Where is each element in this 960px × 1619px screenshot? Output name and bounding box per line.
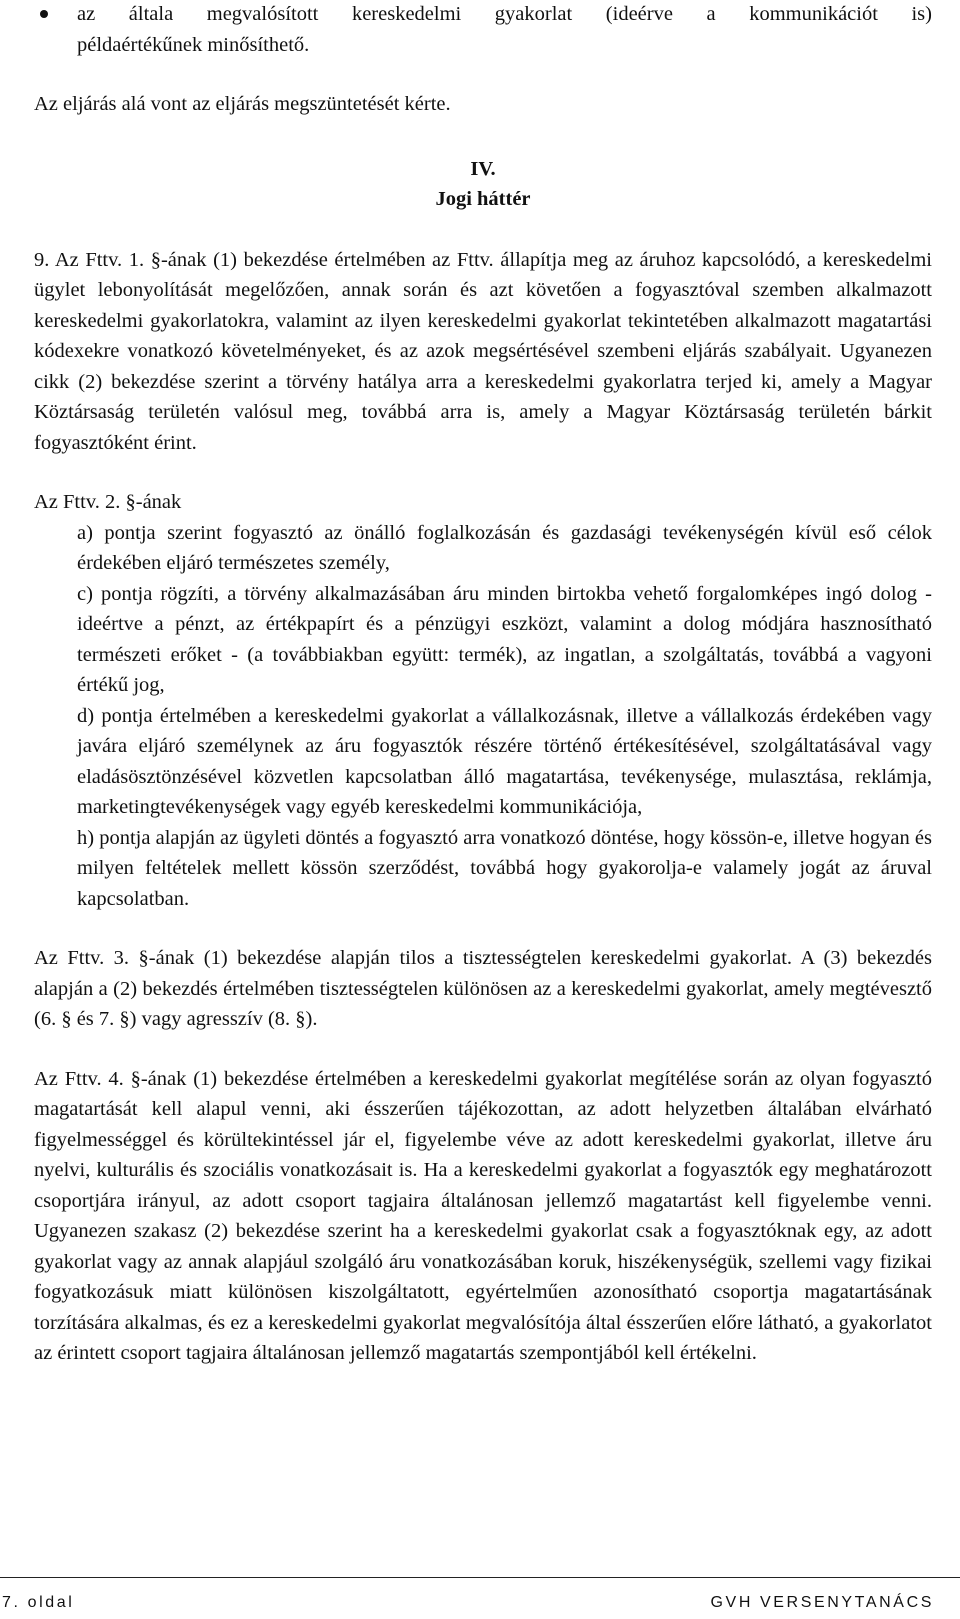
fttv3-paragraph: Az Fttv. 3. §-ának (1) bekezdése alapján tilos a tisztességtelen kereskedelmi gyakorlat. A (3) bekezdés alapján a (2) bekezdés értelmében tisztességtelen különösen az a kereskedelmi gyakorlat, amely megtévesztő (6. § és 7. §) vagy agresszív (8. §). bbox=[34, 947, 932, 1030]
bullet-item-line2: példaértékűnek minősíthető. bbox=[77, 33, 310, 56]
bullet-dot-icon bbox=[40, 10, 48, 18]
request-paragraph: Az eljárás alá vont az eljárás megszüntetését kérte. bbox=[34, 93, 451, 115]
fttv2-point-c: c) pontja rögzíti, a törvény alkalmazásában áru minden birtokba vehető forgalomképes ingó dolog - ideértve a pénzt, az értékpapírt és a pénzügyi eszközt, valamint a dolog módjára hasznosítható természeti erőket - (a továbbiakban együtt: termék), az ingatlan, a szolgáltatás, továbbá a vagyoni értékű jog, bbox=[77, 582, 932, 696]
paragraph-9: 9. Az Fttv. 1. §-ának (1) bekezdése értelmében az Fttv. állapítja meg az áruhoz kapcsolódó, a kereskedelmi ügylet lebonyolítását megelőzően, annak során és azt követően a fogyasztóval szemben alkalmazott kereskedelmi gyakorlatokra, valamint az ilyen kereskedelmi gyakorlat tekintetében alkalmazott magatartási kódexekre vonatkozó követelményeket, és az azok megsértésével szembeni eljárás szabályait. Ugyanezen cikk (2) bekezdése szerint a törvény hatálya arra a kereskedelmi gyakorlatra terjed ki, amely a Magyar Köztársaság területén valósul meg, továbbá arra is, amely a Magyar Köztársaság területén bárkit fogyasztóként érint. bbox=[34, 248, 932, 454]
bullet-item-line1: az általa megvalósított kereskedelmi gyakorlat (ideérve a kommunikációt is) bbox=[77, 3, 932, 25]
fttv4-paragraph: Az Fttv. 4. §-ának (1) bekezdése értelmében a kereskedelmi gyakorlat megítélése során az olyan fogyasztó magatartását kell alapul venni, aki ésszerűen tájékozottan, az adott helyzetben általában elvárható figyelmességgel és körültekintéssel jár el, figyelembe véve az adott kereskedelmi gyakorlat, illetve áru nyelvi, kulturális és szociális vonatkozásait is. Ha a kereskedelmi gyakorlat a fogyasztók egy meghatározott csoportjára irányul, az adott csoport tagjaira általánosan jellemző magatartást kell figyelembe venni. Ugyanezen szakasz (2) bekezdése szerint ha a kereskedelmi gyakorlat csak a fogyasztóknak egy, az adott gyakorlat vagy az annak alapjául szolgáló áru vonatkozásában koruk, hiszékenységük, szellemi vagy fizikai fogyatkozásuk miatt különösen kiszolgáltatott, egyértelműen azonosítható csoportja magatartásának torzítására alkalmas, és ez a kereskedelmi gyakorlat megvalósítója által ésszerűen előre látható, a gyakorlatot az érintett csoport tagjaira általánosan jellemző magatartás szempontjából kell értékelni. bbox=[34, 1067, 932, 1364]
section-title: Jogi háttér bbox=[435, 188, 531, 210]
bullet-item bbox=[34, 0, 932, 60]
footer-divider bbox=[0, 1577, 960, 1578]
section-heading bbox=[34, 154, 932, 215]
fttv2-point-d: d) pontja értelmében a kereskedelmi gyakorlat a vállalkozásnak, illetve a vállalkozás érdekében vagy javára eljáró személynek az áru fogyasztók részére történő értékesítésével, szolgáltatásával vagy eladásösztönzésével közvetlen kapcsolatban álló magatartása, tevékenysége, mulasztása, reklámja, marketingtevékenységek vagy egyéb kereskedelmi kommunikációja, bbox=[77, 704, 932, 818]
document-body bbox=[34, 0, 932, 1369]
fttv2-point-h: h) pontja alapján az ügyleti döntés a fogyasztó arra vonatkozó döntése, hogy kössön-e, illetve hogyan és milyen feltételek mellett kössön szerződést, továbbá hogy gyakorolja-e valamely jogát az áruval kapcsolatban. bbox=[77, 826, 932, 910]
footer-organization: GVH VERSENYTANÁCS bbox=[710, 1594, 934, 1611]
section-number: IV. bbox=[470, 157, 496, 180]
fttv2-point-a: a) pontja szerint fogyasztó az önálló foglalkozásán és gazdasági tevékenységén kívül eső célok érdekében eljáró természetes személy, bbox=[77, 521, 932, 574]
fttv2-heading: Az Fttv. 2. §-ának bbox=[34, 491, 182, 513]
fttv2-points bbox=[34, 518, 932, 915]
footer-page-number: 7. oldal bbox=[2, 1594, 75, 1611]
